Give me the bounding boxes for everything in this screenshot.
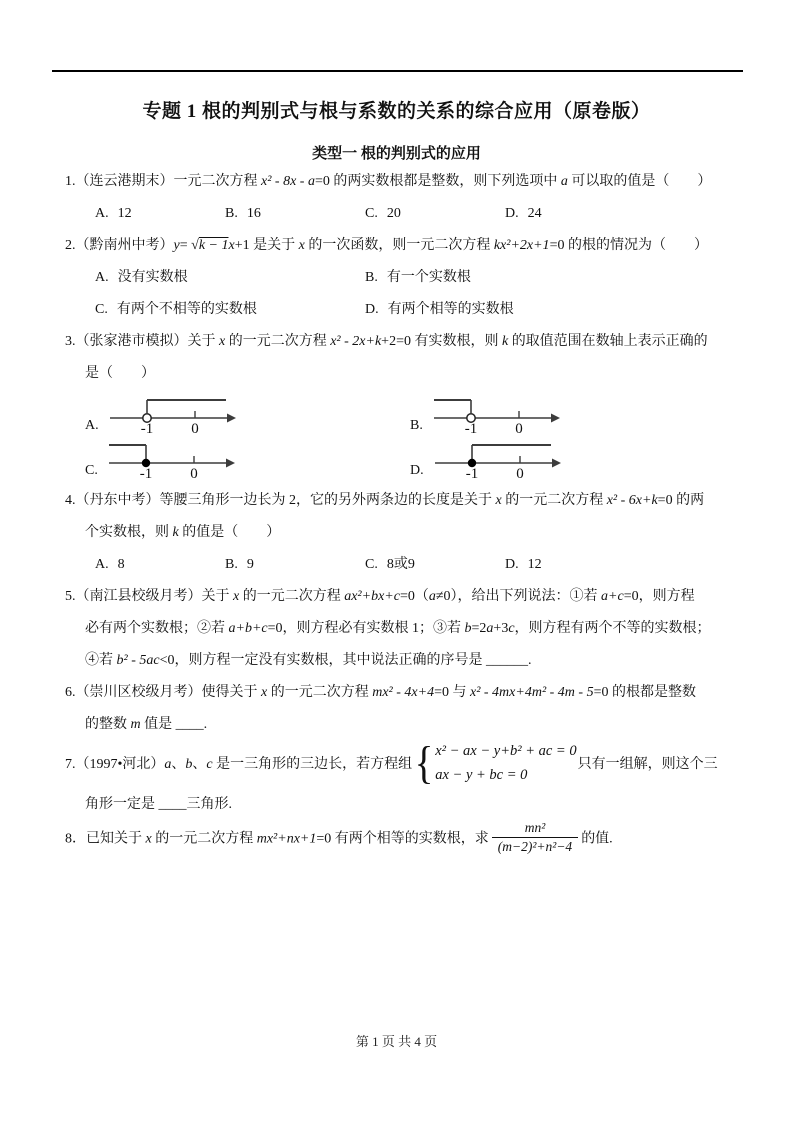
- problem-8: [65, 821, 747, 857]
- number-line-options: [65, 393, 747, 480]
- text-run: 的值.: [581, 831, 613, 847]
- option-label: C.: [85, 463, 98, 478]
- options-row: [65, 262, 747, 326]
- math-run: x: [145, 831, 152, 847]
- text-run: 是（ ）: [85, 366, 155, 381]
- math-run: b² - 5ac: [116, 653, 160, 668]
- option-text: 8: [117, 557, 125, 572]
- math-run: a: [486, 621, 494, 636]
- text-run: 2.（黔南州中考）: [65, 238, 174, 253]
- text-run: 的一次函数，则一元二次方程: [304, 238, 494, 253]
- radical-expression: [191, 238, 228, 253]
- problem-line: [65, 326, 747, 358]
- option-label: A.: [95, 557, 109, 572]
- option-D: [505, 198, 747, 230]
- option-label: C.: [365, 557, 378, 572]
- option-A: [95, 262, 365, 294]
- math-run: b: [185, 757, 193, 773]
- text-run: ④若: [85, 653, 117, 668]
- text-run: 的取值范围在数轴上表示正确的: [508, 334, 708, 349]
- text-run: ，则方程有两个不等的实数根；: [514, 621, 711, 636]
- option-D: [505, 549, 747, 581]
- text-run: 是一三角形的三边长，若方程组: [212, 757, 413, 773]
- text-run: =0（: [399, 589, 429, 604]
- math-run: y: [173, 238, 180, 253]
- math-run: a: [428, 589, 436, 604]
- problem-line: [65, 709, 747, 741]
- math-run: x: [261, 685, 268, 700]
- axis-tick-label: -1: [139, 466, 153, 480]
- problem-7: [65, 737, 747, 821]
- axis-tick-label: 0: [515, 421, 523, 435]
- axis-tick-label: 0: [190, 466, 198, 480]
- text-run: 的值是（ ）: [178, 525, 281, 540]
- option-label: D.: [365, 302, 379, 317]
- text-run: <0，则方程一定没有实数根，其中说法正确的序号是 ______.: [159, 653, 532, 668]
- section-heading: 类型一 根的判别式的应用: [312, 146, 481, 162]
- text-run: 的一元二次方程: [225, 334, 331, 349]
- option-C: [365, 198, 505, 230]
- options-row: [65, 198, 747, 230]
- text-run: 的一元二次方程: [151, 831, 257, 847]
- option-text: 12: [117, 206, 132, 221]
- math-run: mx²+nx+1: [256, 831, 317, 847]
- math-run: x: [219, 334, 226, 349]
- option-B: [225, 198, 365, 230]
- text-run: 只有一组解，则这个三: [577, 757, 718, 773]
- number-line-option-C: [85, 438, 410, 480]
- system-equations: [435, 739, 576, 787]
- problem-line: [65, 613, 747, 645]
- option-C: [365, 549, 505, 581]
- text-run: =0 的根的情况为（ ）: [549, 238, 708, 253]
- number-line-closed-left-icon: [108, 438, 236, 480]
- math-run: m: [130, 717, 141, 732]
- text-run: =0，则方程必有实数根 1；③若: [267, 621, 465, 636]
- number-line-option-D: [410, 438, 747, 480]
- text-run: 必有两个实数根；②若: [85, 621, 229, 636]
- math-run: kx²+2x+1: [493, 238, 550, 253]
- math-run: x² - 8x - a: [261, 174, 315, 189]
- option-text: 20: [386, 206, 401, 221]
- text-run: =0 有两个相等的实数根，求: [316, 831, 489, 847]
- option-label: C.: [95, 302, 108, 317]
- fraction-denominator: (m−2)²+n²−4: [492, 837, 578, 856]
- text-run: 值是 ____.: [140, 717, 208, 732]
- option-label: B.: [225, 557, 238, 572]
- text-run: 5.（南江县校级月考）关于: [65, 589, 233, 604]
- problem-line: [65, 358, 747, 390]
- math-run: a+c: [601, 589, 624, 604]
- problem-line: [65, 517, 747, 549]
- text-run: 、: [192, 757, 207, 773]
- text-run: 1.（连云港期末）一元二次方程: [65, 174, 261, 189]
- option-label: D.: [505, 206, 519, 221]
- option-label: B.: [365, 270, 378, 285]
- radicand: k − 1: [198, 238, 229, 253]
- option-label: A.: [85, 418, 99, 433]
- math-run: x² - 2x+k: [330, 334, 382, 349]
- math-run: b: [464, 621, 472, 636]
- math-run: x: [233, 589, 240, 604]
- problem-1: [65, 166, 747, 230]
- math-run: x: [495, 493, 502, 508]
- text-run: =0 与: [434, 685, 470, 700]
- text-run: 可以取的值是（ ）: [567, 174, 712, 189]
- option-text: 16: [246, 206, 261, 221]
- math-run: c: [206, 757, 213, 773]
- text-run: +2=0 有实数根，则: [381, 334, 502, 349]
- math-run: x² - 4mx+4m² - 4m - 5: [469, 685, 594, 700]
- text-run: 、: [171, 757, 186, 773]
- option-label: D.: [505, 557, 519, 572]
- axis-tick-label: 0: [190, 421, 199, 435]
- axis-tick-label: -1: [464, 421, 478, 435]
- option-text: 有两个不相等的实数根: [116, 302, 257, 317]
- options-row: [65, 549, 747, 581]
- problem-line: [65, 230, 747, 262]
- text-run: 7.（1997•河北）: [65, 757, 165, 773]
- option-text: 没有实数根: [117, 270, 188, 285]
- option-B: [225, 549, 365, 581]
- number-line-option-B: [410, 393, 747, 435]
- text-run: 角形一定是 ____三角形.: [85, 797, 232, 812]
- option-label: A.: [95, 270, 109, 285]
- text-run: +1 是关于: [234, 238, 299, 253]
- text-run: 6.（崇川区校级月考）使得关于: [65, 685, 261, 700]
- problem-5: [65, 581, 747, 677]
- math-run: mx² - 4x+4: [372, 685, 435, 700]
- problem-line: [65, 821, 747, 857]
- option-D: [365, 294, 747, 326]
- text-run: 个实数根，则: [85, 525, 173, 540]
- text-run: =: [179, 238, 192, 253]
- math-run: c: [508, 621, 515, 636]
- option-label: B.: [410, 418, 423, 433]
- text-run: 3.（张家港市模拟）关于: [65, 334, 219, 349]
- text-run: 的一元二次方程: [239, 589, 345, 604]
- problem-list: [65, 166, 747, 857]
- text-run: 8．已知关于: [65, 831, 146, 847]
- problem-3: [65, 326, 747, 480]
- system-equation: x² − ax − y+b² + ac = 0: [435, 743, 577, 759]
- math-run: x: [228, 238, 235, 253]
- text-run: =0 的两实数根都是整数，则下列选项中: [314, 174, 561, 189]
- option-text: 有两个相等的实数根: [387, 302, 514, 317]
- fraction-numerator: mn²: [524, 820, 546, 835]
- option-text: 有一个实数根: [386, 270, 471, 285]
- header-rule: [52, 70, 743, 72]
- text-run: =0，则方程: [623, 589, 695, 604]
- math-run: k: [501, 334, 509, 349]
- number-line-closed-right-icon: [434, 438, 562, 480]
- text-run: 的一元二次方程: [501, 493, 607, 508]
- problem-6: [65, 677, 747, 741]
- text-run: ≠0），给出下列说法：①若: [435, 589, 602, 604]
- option-A: [95, 198, 225, 230]
- number-line-option-A: [85, 393, 410, 435]
- option-text: 12: [527, 557, 542, 572]
- text-run: =0 的根都是整数: [593, 685, 696, 700]
- text-run: 的整数: [85, 717, 131, 732]
- option-label: A.: [95, 206, 109, 221]
- axis-tick-label: -1: [465, 466, 478, 480]
- text-run: 4.（丹东中考）等腰三角形一边长为 2，它的另外两条边的长度是关于: [65, 493, 496, 508]
- math-run: ax²+bx+c: [344, 589, 400, 604]
- radical-sign-icon: √: [191, 238, 199, 253]
- problem-line: [65, 485, 747, 517]
- problem-line: [65, 581, 747, 613]
- axis-tick-label: -1: [140, 421, 153, 435]
- problem-2: [65, 230, 747, 326]
- equation-system: [413, 739, 576, 787]
- math-run: a+b+c: [228, 621, 268, 636]
- axis-tick-label: 0: [515, 466, 524, 480]
- option-label: B.: [225, 206, 238, 221]
- math-run: a: [164, 757, 172, 773]
- document-title: 专题 1 根的判别式与根与系数的关系的综合应用（原卷版）: [142, 101, 651, 122]
- problem-line: [65, 737, 747, 789]
- option-label: C.: [365, 206, 378, 221]
- problem-4: [65, 485, 747, 581]
- text-run: 的一元二次方程: [267, 685, 373, 700]
- system-brace-icon: {: [414, 737, 434, 788]
- math-run: x² - 6x+k: [606, 493, 658, 508]
- option-A: [95, 549, 225, 581]
- system-equation: ax − y + bc = 0: [435, 767, 528, 783]
- number-line-open-left-icon: [433, 393, 561, 435]
- math-run: a: [560, 174, 568, 189]
- text-run: =0 的两: [657, 493, 705, 508]
- problem-line: [65, 677, 747, 709]
- option-label: D.: [410, 463, 424, 478]
- math-run: x: [298, 238, 305, 253]
- fraction: [492, 819, 578, 855]
- option-text: 9: [246, 557, 254, 572]
- problem-line: [65, 789, 747, 821]
- math-run: k: [172, 525, 179, 540]
- option-text: 8或9: [386, 557, 415, 572]
- problem-line: [65, 645, 747, 677]
- option-B: [365, 262, 747, 294]
- page-number: 第 1 页 共 4 页: [355, 1034, 438, 1049]
- text-run: +3: [493, 621, 509, 636]
- number-line-open-right-icon: [109, 393, 237, 435]
- problem-line: [65, 166, 747, 198]
- text-run: =2: [471, 621, 487, 636]
- option-text: 24: [527, 206, 542, 221]
- option-C: [95, 294, 365, 326]
